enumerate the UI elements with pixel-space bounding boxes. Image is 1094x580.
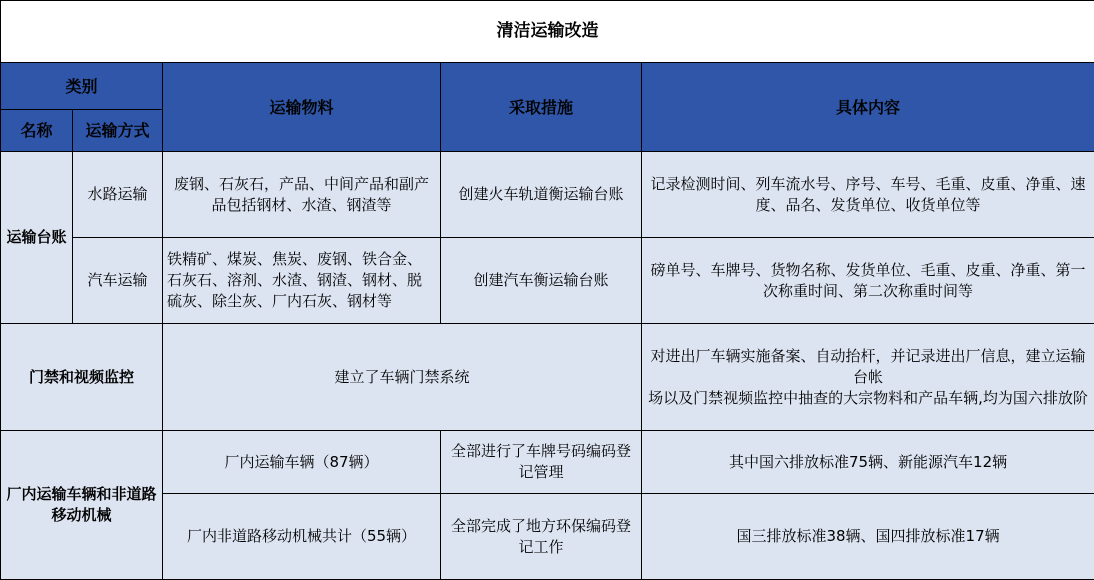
header-name: 名称 xyxy=(1,110,73,152)
nonroad-measures: 全部完成了地方环保编码登记工作 xyxy=(441,494,642,580)
gate-details xyxy=(642,324,1094,431)
header-materials: 运输物料 xyxy=(163,63,441,152)
gate-measures: 建立了车辆门禁系统 xyxy=(163,324,642,431)
water-materials: 废钢、石灰石，产品、中间产品和副产品包括钢材、水渣、钢渣等 xyxy=(163,152,441,238)
gate-details-line2: 场以及门禁视频监控中抽查的大宗物料和产品车辆,均为国六排放阶 xyxy=(646,388,1090,409)
water-measures: 创建火车轨道衡运输台账 xyxy=(441,152,642,238)
water-mode: 水路运输 xyxy=(73,152,163,238)
header-measures: 采取措施 xyxy=(441,63,642,152)
water-details: 记录检测时间、列车流水号、序号、车号、毛重、皮重、净重、速度、品名、发货单位、收货单位等 xyxy=(642,152,1094,238)
truck-measures: 创建汽车衡运输台账 xyxy=(441,238,642,324)
header-category: 类别 xyxy=(1,63,163,110)
plant-vehicles-details: 其中国六排放标准75辆、新能源汽车12辆 xyxy=(642,431,1094,494)
gate-details-line1: 对进出厂车辆实施备案、自动抬杆，并记录进出厂信息，建立运输台帐 xyxy=(646,346,1090,388)
header-transport-mode: 运输方式 xyxy=(73,110,163,152)
nonroad-materials: 厂内非道路移动机械共计（55辆） xyxy=(163,494,441,580)
truck-materials: 铁精矿、煤炭、焦炭、废钢、铁合金、石灰石、溶剂、水渣、钢渣、钢材、脱硫灰、除尘灰、厂内石灰、钢材等 xyxy=(163,238,441,324)
table-title: 清洁运输改造 xyxy=(1,1,1094,63)
header-details: 具体内容 xyxy=(642,63,1094,152)
truck-details: 磅单号、车牌号、货物名称、发货单位、毛重、皮重、净重、第一次称重时间、第二次称重时间等 xyxy=(642,238,1094,324)
row-gate-name: 门禁和视频监控 xyxy=(1,324,163,431)
nonroad-details: 国三排放标准38辆、国四排放标准17辆 xyxy=(642,494,1094,580)
truck-mode: 汽车运输 xyxy=(73,238,163,324)
plant-vehicles-materials: 厂内运输车辆（87辆） xyxy=(163,431,441,494)
plant-vehicles-measures: 全部进行了车牌号码编码登记管理 xyxy=(441,431,642,494)
row-vehicles-name: 厂内运输车辆和非道路移动机械 xyxy=(1,431,163,580)
row-ledger-name: 运输台账 xyxy=(1,152,73,324)
